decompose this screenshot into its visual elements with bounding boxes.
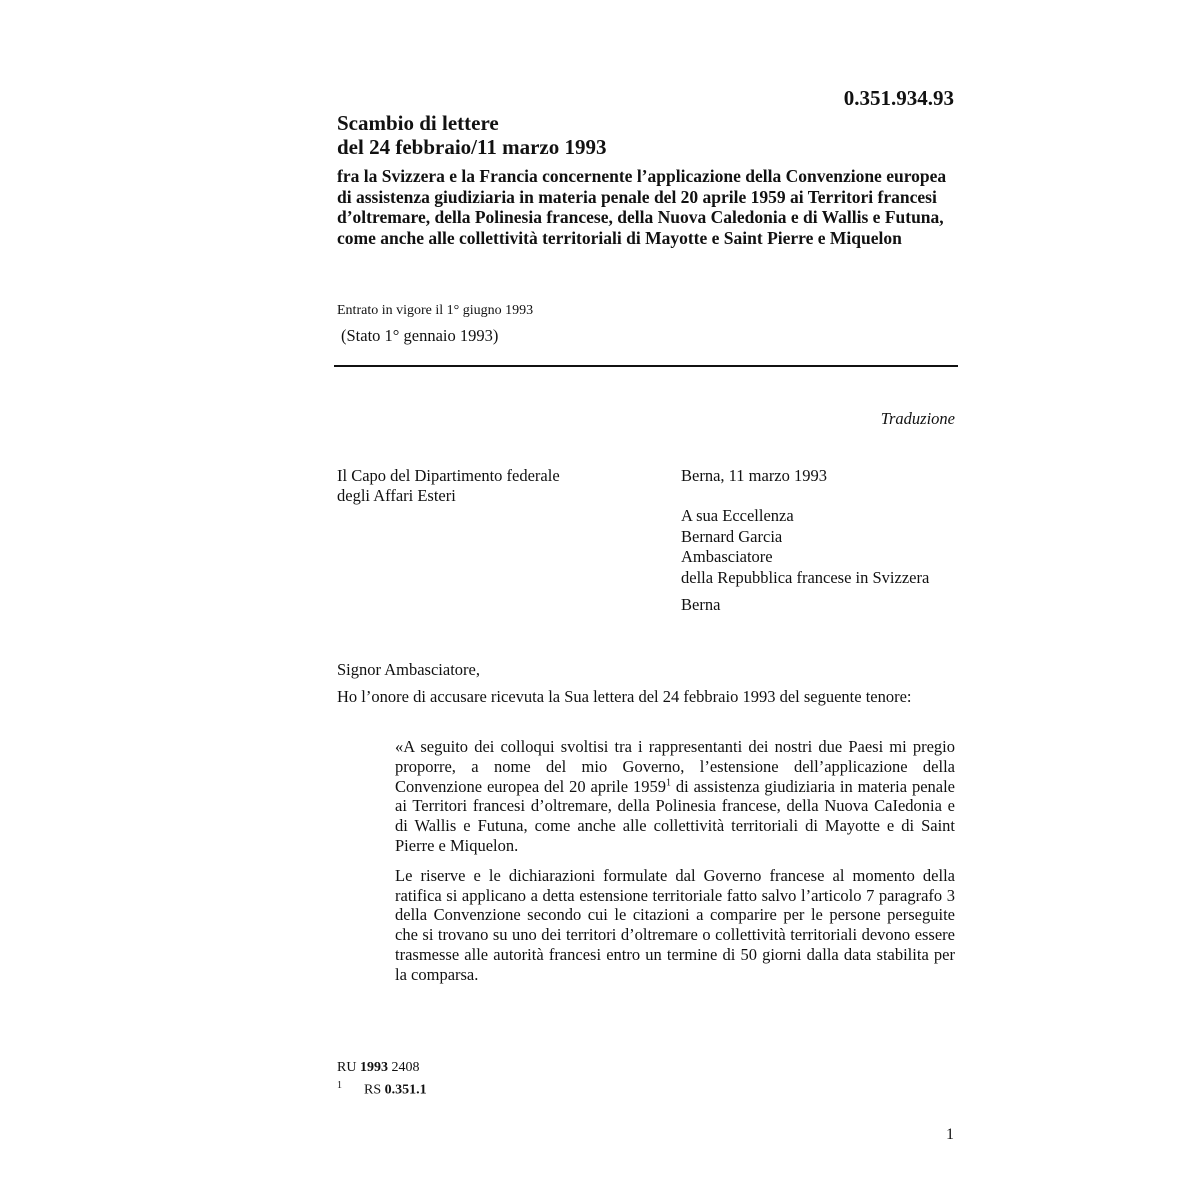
footnote-reference[interactable]: 1 xyxy=(665,777,671,789)
ru-year: 1993 xyxy=(359,1060,388,1075)
page-number: 1 xyxy=(946,1126,954,1143)
sender-block xyxy=(337,466,560,505)
intro-paragraph: Ho l’onore di accusare ricevuta la Sua lettera del 24 febbraio 1993 del seguente tenore: xyxy=(337,687,912,706)
quoted-letter xyxy=(395,737,955,995)
status-date: (Stato 1° gennaio 1993) xyxy=(341,326,499,345)
quote-text: «A seguito dei colloqui svoltisi tra i rappresentanti dei nostri due Paesi mi pregio proporre, a nome del mio Governo, l’estensione dell’applicazione della Convenzione europea del 20 aprile 1959 xyxy=(395,737,955,796)
recipient-line: Ambasciatore xyxy=(681,547,773,566)
title-line-2: del 24 febbraio/11 marzo 1993 xyxy=(337,135,607,159)
ru-reference xyxy=(337,1060,419,1076)
sr-number: 0.351.934.93 xyxy=(843,86,954,110)
translation-label: Traduzione xyxy=(880,409,955,428)
footnote-ref[interactable]: 0.351.1 xyxy=(384,1082,427,1098)
salutation: Signor Ambasciatore, xyxy=(337,660,480,679)
recipient-line: Bernard Garcia xyxy=(681,526,783,546)
header-divider xyxy=(334,365,958,367)
recipient-line: della Repubblica francese in Svizzera xyxy=(681,567,930,587)
place-date: Berna, 11 marzo 1993 xyxy=(681,466,828,485)
quote-text: di assistenza giudiziaria in materia penale ai Territori francesi d’oltremare, della Polinesia francese, della Nuova CaIedonia e di Wallis e Futuna, come anche alle collettività territoriali di Mayotte e di Saint Pierre e Miquelon. xyxy=(395,776,956,855)
sender-line: Il Capo del Dipartimento federale xyxy=(337,466,560,485)
recipient-block xyxy=(681,506,929,588)
document-subtitle: fra la Svizzera e la Francia concernente l’applicazione della Convenzione europea di assistenza giudiziaria in materia penale del 20 aprile 1959 ai Territori francesi d’oltremare, della Polinesia francese, della Nuova Caledonia e di Wallis e Futuna, come anche alle collettività territoriali di Mayotte e Saint Pierre e Miquelon xyxy=(337,166,947,248)
footnote xyxy=(337,1080,427,1099)
entry-into-force: Entrato in vigore il 1° giugno 1993 xyxy=(337,303,534,318)
sender-line: degli Affari Esteri xyxy=(337,485,456,505)
recipient-line: A sua Eccellenza xyxy=(681,506,794,525)
quote-paragraph-2: Le riserve e le dichiarazioni formulate dal Governo francese al momento della ratifica si applicano a detta estensione territoriale fatto salvo l’articolo 7 paragrafo 3 della Convenzione secondo cui le citazioni a comparire per le persone perseguite che si trovano su uno dei territori d’oltremare o collettività territoriali devono essere trasmesse alle autorità francesi entro un termine di 50 giorni dalla data stabilita per la comparsa. xyxy=(395,865,955,984)
ru-page: 2408 xyxy=(387,1060,420,1075)
title-line-1: Scambio di lettere xyxy=(337,111,499,135)
recipient-city: Berna xyxy=(681,595,721,614)
document-title xyxy=(337,111,606,159)
quote-paragraph-1 xyxy=(395,737,955,856)
ru-prefix: RU xyxy=(337,1060,360,1075)
footnote-number: 1 xyxy=(337,1080,342,1091)
footnote-prefix: RS xyxy=(364,1082,385,1098)
